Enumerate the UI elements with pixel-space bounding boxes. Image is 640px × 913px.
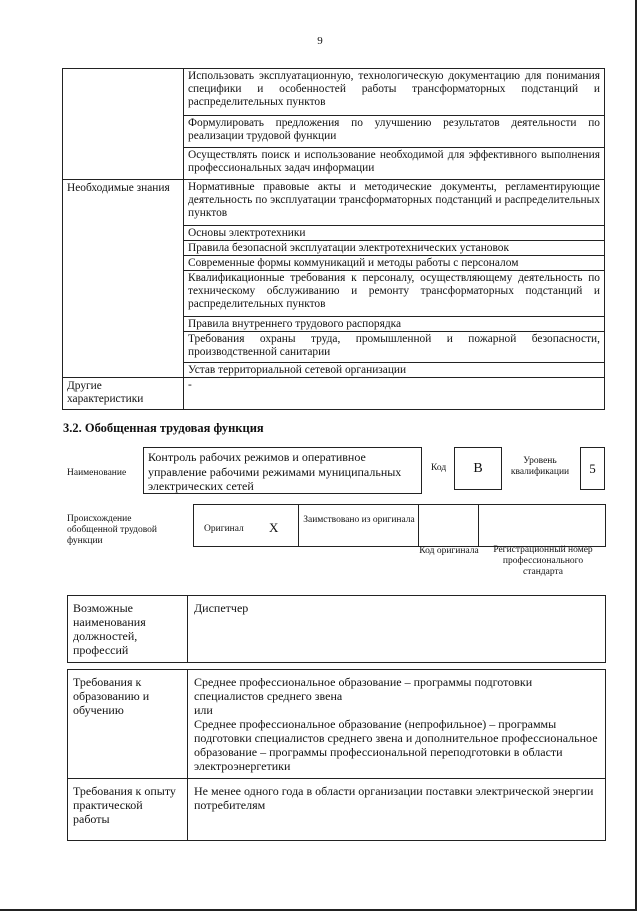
function-name: Контроль рабочих режимов и оперативное управление рабочими режимами муниципальных электрических сетей <box>143 447 422 494</box>
experience-value: Не менее одного года в области организации поставки электрической энергии потребителям <box>188 779 606 841</box>
origin-divider <box>418 505 419 546</box>
education-line: или <box>194 703 213 717</box>
level-value: 5 <box>580 447 605 490</box>
table-row <box>68 779 606 841</box>
education-line: Среднее профессиональное образование (непрофильное) – программы подготовки специалистов среднего звена и дополнительное профессиональное образование – программы профессиональной переподготовки в области электроэнергетики <box>194 717 598 773</box>
knowledge-item: Современные формы коммуникаций и методы работы с персоналом <box>184 256 605 271</box>
other-label: Другие характеристики <box>63 378 184 410</box>
skill-item: Использовать эксплуатационную, технологическую документацию для понимания специфики и особенностей работы трансформаторных подстанций и распределительных пунктов <box>184 69 605 116</box>
function-code: B <box>454 447 502 490</box>
origin-box <box>193 504 606 547</box>
skill-item: Осуществлять поиск и использование необходимой для эффективного выполнения профессиональных задач информации <box>184 148 605 180</box>
origin-label: Происхождение обобщенной трудовой функции <box>67 514 157 546</box>
page-number: 9 <box>317 35 323 47</box>
requirements-table <box>67 669 606 841</box>
knowledge-label: Необходимые знания <box>63 180 184 378</box>
positions-value: Диспетчер <box>188 596 606 663</box>
experience-label: Требования к опыту практической работы <box>68 779 188 841</box>
table-row <box>63 180 605 226</box>
positions-table <box>67 595 606 663</box>
knowledge-item: Нормативные правовые акты и методические документы, регламентирующие деятельность по эксплуатации трансформаторных подстанций и распределительных пунктов <box>184 180 605 226</box>
borrowed-label: Заимствовано из оригинала <box>303 515 415 525</box>
knowledge-item: Правила безопасной эксплуатации электротехнических установок <box>184 241 605 256</box>
education-value <box>188 670 606 779</box>
table-row <box>68 670 606 779</box>
skill-item: Формулировать предложения по улучшению результатов деятельности по реализации трудовой функции <box>184 116 605 148</box>
knowledge-item: Требования охраны труда, промышленной и пожарной безопасности, производственной санитарии <box>184 332 605 363</box>
education-label: Требования к образованию и обучению <box>68 670 188 779</box>
level-label: Уровень квалификации <box>510 456 570 477</box>
skills-knowledge-table <box>62 68 605 410</box>
education-line: Среднее профессиональное образование – программы подготовки специалистов среднего звена <box>194 675 533 703</box>
code-caption: Код оригинала <box>419 546 479 556</box>
name-label: Наименование <box>67 468 127 478</box>
table-row <box>68 596 606 663</box>
other-value: - <box>184 378 605 410</box>
code-label: Код <box>431 463 447 473</box>
origin-divider <box>298 505 299 546</box>
skills-label-cell <box>63 69 184 180</box>
knowledge-item: Основы электротехники <box>184 226 605 241</box>
knowledge-item: Квалификационные требования к персоналу, осуществляющему деятельность по техническому обслуживанию и ремонту трансформаторных подстанций и распределительных пунктов <box>184 271 605 317</box>
knowledge-item: Правила внутреннего трудового распорядка <box>184 317 605 332</box>
reg-caption: Регистрационный номер профессионального стандарта <box>493 545 593 577</box>
original-mark: X <box>269 520 279 535</box>
positions-label: Возможные наименования должностей, профессий <box>68 596 188 663</box>
section-title: 3.2. Обобщенная трудовая функция <box>63 421 264 435</box>
knowledge-item: Устав территориальной сетевой организации <box>184 363 605 378</box>
original-label: Оригинал <box>204 524 244 534</box>
table-row <box>63 69 605 116</box>
table-row <box>63 378 605 410</box>
origin-divider <box>478 505 479 546</box>
